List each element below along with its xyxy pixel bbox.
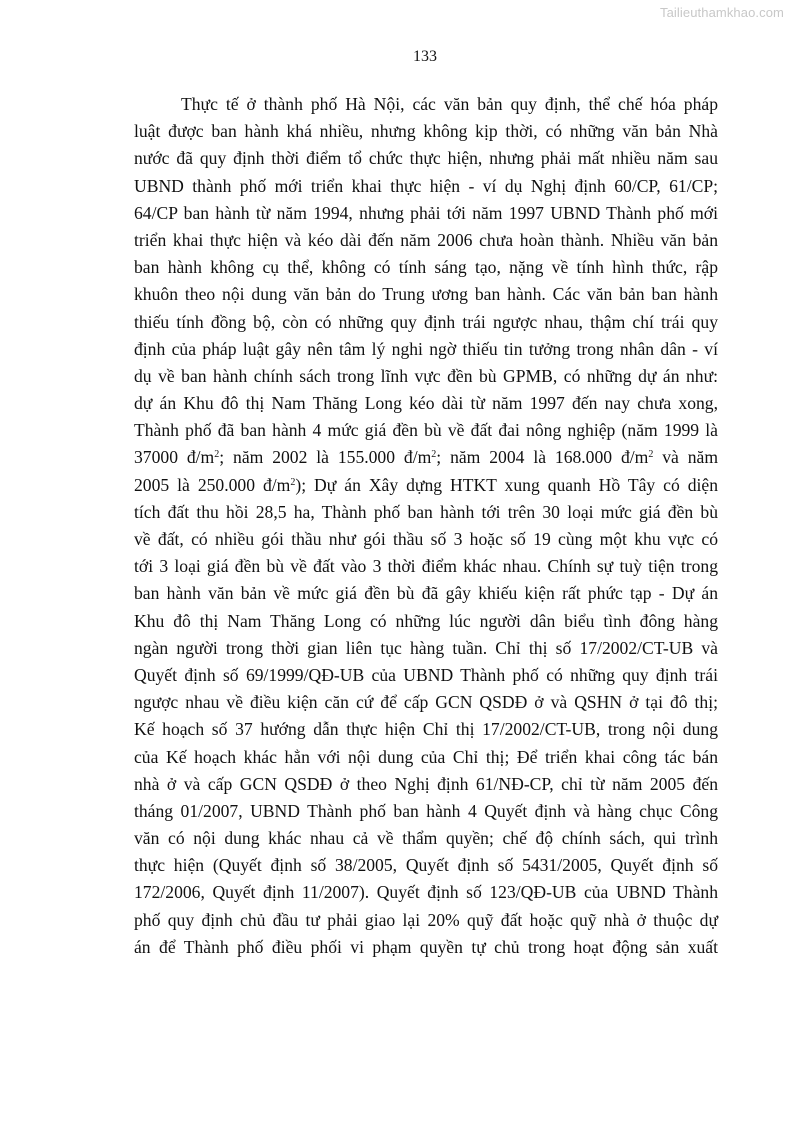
- paragraph-line: Kế hoạch số 37 hướng dẫn thực hiện Chỉ thị 17/2002/CT-UB, trong nội dung: [134, 719, 718, 740]
- paragraph-line: luật được ban hành khá nhiều, nhưng không kịp thời, có những văn bản Nhà: [134, 121, 718, 142]
- paragraph-line: văn có nội dung khác nhau cả về thẩm quyền; chế độ chính sách, qui trình: [134, 828, 718, 849]
- text-segment: ; năm 2004 là 168.000 đ/m: [436, 447, 649, 468]
- page-number: 133: [413, 48, 437, 65]
- text-segment: ; năm 2002 là 155.000 đ/m: [219, 447, 432, 468]
- paragraph-line: triển khai thực hiện và kéo dài đến năm 2006 chưa hoàn thành. Nhiều văn bản: [134, 229, 718, 250]
- paragraph-line: về đất, có nhiều gói thầu như gói thầu số 3 hoặc số 19 cùng một khu vực có: [134, 529, 718, 549]
- paragraph-line: thiếu tính đồng bộ, còn có những quy định trái ngược nhau, thậm chí trái quy: [134, 311, 718, 332]
- text-segment: ); Dự án Xây dựng HTKT xung quanh Hồ Tây có diện: [295, 474, 719, 495]
- paragraph-line: của Kế hoạch khác hẳn với nội dung của Chỉ thị; Để triển khai công tác bán: [134, 746, 718, 767]
- paragraph-line: ngược nhau về điều kiện căn cứ để cấp GCN QSDĐ ở và QSHN ở tại đô thị;: [134, 692, 718, 713]
- paragraph-line: định của pháp luật gây nên tâm lý nghi ngờ thiếu tin tưởng trong nhân dân - ví: [134, 338, 718, 359]
- text-segment: 2005 là 250.000 đ/m: [134, 474, 291, 495]
- superscript: 2: [431, 449, 437, 461]
- paragraph-line: nước đã quy định thời điểm tổ chức thực hiện, nhưng phải mất nhiều năm sau: [134, 148, 718, 169]
- superscript: 2: [290, 476, 296, 488]
- paragraph-line: Thực tế ở thành phố Hà Nội, các văn bản quy định, thể chế hóa pháp: [181, 94, 718, 114]
- superscript: 2: [214, 449, 220, 461]
- paragraph-line: Khu đô thị Nam Thăng Long có những lúc người dân biểu tình đông hàng: [134, 610, 718, 631]
- paragraph-line: ban hành văn bản về mức giá đền bù đã gây khiếu kiện rất phức tạp - Dự án: [134, 583, 718, 604]
- paragraph-line: Thành phố đã ban hành 4 mức giá đền bù về đất đai nông nghiệp (năm 1999 là: [134, 420, 718, 441]
- paragraph-line: tới 3 loại giá đền bù về đất vào 3 thời điểm khác nhau. Chính sự tuỳ tiện trong: [134, 556, 718, 577]
- paragraph-line: nhà ở và cấp GCN QSDĐ ở theo Nghị định 61/NĐ-CP, chỉ từ năm 2005 đến: [134, 773, 718, 794]
- paragraph-line: tháng 01/2007, UBND Thành phố ban hành 4 Quyết định và hàng chục Công: [134, 800, 718, 821]
- paragraph-line: án để Thành phố điều phối vi phạm quyền tự chủ trong hoạt động sản xuất: [134, 936, 718, 957]
- text-segment: 37000 đ/m: [134, 447, 215, 468]
- paragraph-line: dụ về ban hành chính sách trong lĩnh vực đền bù GPMB, có những dự án như:: [134, 365, 718, 386]
- paragraph-line: Quyết định số 69/1999/QĐ-UB của UBND Thành phố có những quy định trái: [134, 664, 718, 685]
- watermark-text: Tailieuthamkhao.com: [659, 5, 784, 20]
- paragraph-line: 64/CP ban hành từ năm 1994, nhưng phải tới năm 1997 UBND Thành phố mới: [134, 202, 718, 223]
- body-paragraph: [134, 91, 718, 961]
- paragraph-line: ngàn người trong thời gian liên tục hàng tuần. Chỉ thị số 17/2002/CT-UB và: [134, 637, 718, 658]
- paragraph-line: khuôn theo nội dung văn bản do Trung ương ban hành. Các văn bản ban hành: [134, 284, 718, 305]
- paragraph-line: tích đất thu hồi 28,5 ha, Thành phố ban hành tới trên 30 loại mức giá đền bù: [134, 501, 718, 522]
- paragraph-line: thực hiện (Quyết định số 38/2005, Quyết định số 5431/2005, Quyết định số: [134, 855, 718, 876]
- paragraph-line: dự án Khu đô thị Nam Thăng Long kéo dài từ năm 1997 đến nay chưa xong,: [134, 393, 718, 414]
- paragraph-line: ban hành không cụ thể, không có tính sáng tạo, nặng về tính hình thức, rập: [134, 257, 718, 278]
- paragraph-line-with-superscripts: [134, 444, 718, 471]
- paragraph-line: UBND thành phố mới triển khai thực hiện - ví dụ Nghị định 60/CP, 61/CP;: [134, 175, 718, 196]
- superscript: 2: [648, 449, 654, 461]
- paragraph-line: phố quy định chủ đầu tư phải giao lại 20% quỹ đất hoặc quỹ nhà ở thuộc dự: [134, 909, 718, 930]
- paragraph-line: 172/2006, Quyết định 11/2007). Quyết định số 123/QĐ-UB của UBND Thành: [134, 882, 718, 903]
- paragraph-line-with-superscripts: [134, 472, 718, 499]
- text-segment: và năm: [653, 447, 719, 468]
